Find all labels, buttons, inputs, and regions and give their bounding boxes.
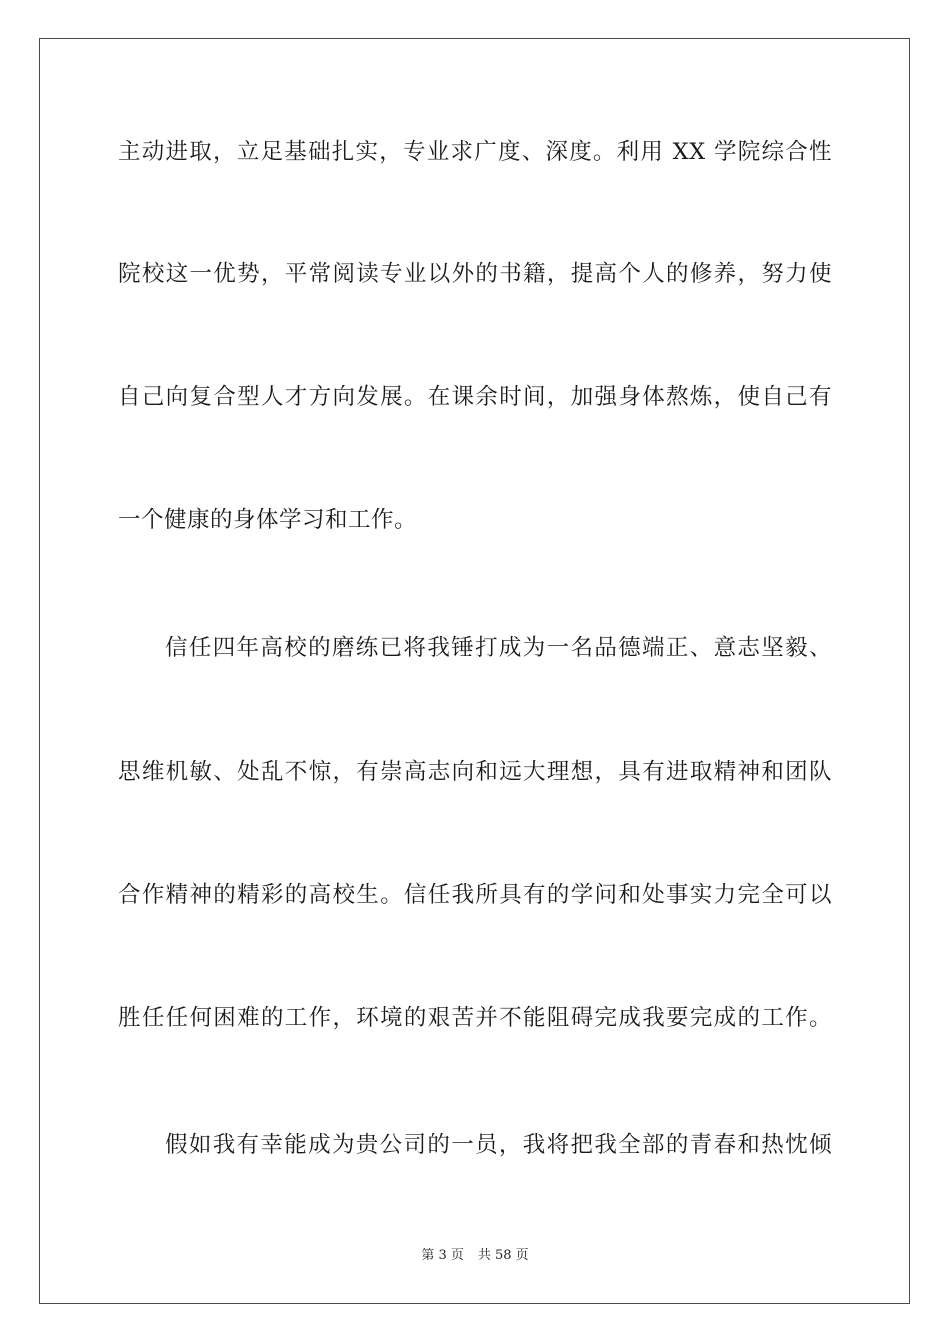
body-text-line: 自己向复合型人才方向发展。在课余时间，加强身体熬炼，使自己有 [118,384,832,410]
body-text-line: 一个健康的身体学习和工作。 [118,507,418,533]
page-number: 第 3 页 [421,1248,464,1263]
paragraph-first-line: 信任四年高校的磨练已将我锤打成为一名品德端正、意志坚毅、 [165,635,832,661]
paragraph-first-line: 假如我有幸能成为贵公司的一员，我将把我全部的青春和热忱倾 [165,1132,832,1158]
body-text-line: 胜任任何困难的工作，环境的艰苦并不能阻碍完成我要完成的工作。 [118,1005,832,1031]
body-text-line: 院校这一优势，平常阅读专业以外的书籍，提高个人的修养，努力使 [118,261,832,287]
page-total: 共 58 页 [477,1248,529,1263]
body-text-line: 思维机敏、处乱不惊，有崇高志向和远大理想，具有进取精神和团队 [118,759,832,785]
page-border [39,38,910,1304]
body-text-line: 合作精神的精彩的高校生。信任我所具有的学问和处事实力完全可以 [118,882,832,908]
page-footer [0,1247,950,1265]
body-text-line: 主动进取，立足基础扎实，专业求广度、深度。利用 XX 学院综合性 [118,139,832,165]
